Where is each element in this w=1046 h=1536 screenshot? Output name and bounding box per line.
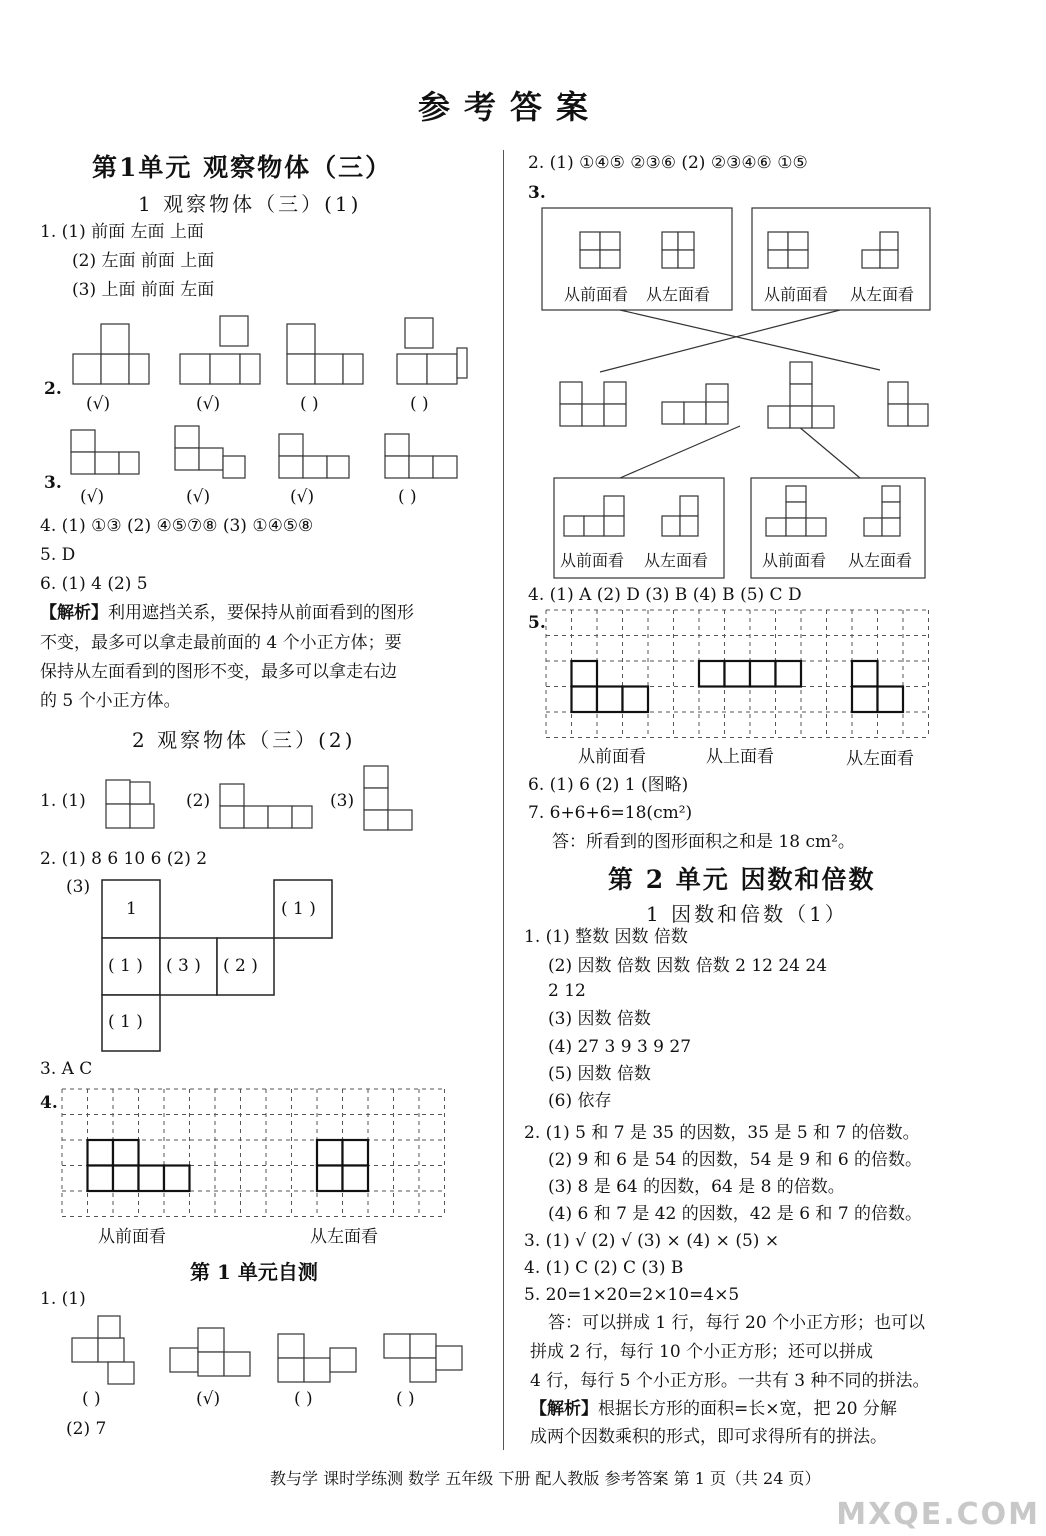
l1-q3-number: 3. [44,473,62,493]
u2-q1-2b: 2 12 [548,981,586,1001]
u2-analysis-line2: 成两个因数乘积的形式，即可求得所有的拼法。 [530,1427,887,1447]
view-grid-right [546,610,946,740]
grid-shape-cell [852,661,878,687]
grid-shape-cell [572,661,598,687]
u2-q1-1: 1. (1) 整数 因数 倍数 [524,927,688,947]
net-label-right-top: ( 1 ) [281,899,316,919]
r-q7-answer: 答：所看到的图形面积之和是 18 cm²。 [552,832,855,852]
u2-q5-ans1: 答：可以拼成 1 行，每行 20 个小正方形；也可以 [548,1313,926,1333]
grid-shape-cell [317,1166,343,1192]
view-grid-left [62,1089,462,1214]
box1-front-label: 从前面看 [564,285,629,304]
st-cube-figures [62,1310,482,1390]
st-mark-4: ( ) [396,1389,415,1409]
page-title: 参考答案 [418,88,603,126]
r-q5-number: 5. [528,613,546,633]
l2-q1-cube-figures [100,760,450,832]
st-q1: 1. (1) [40,1289,86,1309]
grid-left-side-label: 从左面看 [310,1227,378,1247]
l2-q2-part3: (3) [66,877,91,897]
l1-q3-mark-2: (√) [186,487,211,507]
u2-q2-2: (2) 9 和 6 是 54 的因数，54 是 9 和 6 的倍数。 [548,1150,923,1170]
grid-shape-cell [113,1166,139,1192]
st-q1-part2: (2) 7 [66,1419,107,1439]
column-divider [503,150,504,1450]
l2-q3: 3. A C [40,1059,93,1079]
grid-shape-cell [852,687,878,713]
u2-analysis-tag: 【解析】 [530,1399,598,1419]
u2-q1-6: (6) 依存 [548,1091,612,1111]
st-mark-3: ( ) [294,1389,313,1409]
r-q4: 4. (1) A (2) D (3) B (4) B (5) C D [528,585,802,605]
l1-q1-line3: (3) 上面 前面 左面 [72,280,215,300]
st-mark-2: (√) [196,1389,221,1409]
l1-q2-mark-4: ( ) [410,394,429,414]
l1-q2-cube-figures [65,312,465,394]
l1-q1-line2: (2) 左面 前面 上面 [72,251,215,271]
l2-q1-part1: 1. (1) [40,791,86,811]
net-label-top: 1 [126,899,137,919]
u2-lesson1-title: 1 因数和倍数（1） [646,902,848,926]
grid-shape-cell [776,661,802,687]
analysis-line2: 不变，最多可以拿走最前面的 4 个小正方体；要 [40,633,402,653]
u2-analysis-line1: 根据长方形的面积=长×宽，把 20 分解 [598,1399,897,1419]
watermark-logo: MXQE.COM [836,1497,1040,1532]
grid-shape-cell [572,687,598,713]
box3-front-label: 从前面看 [560,551,625,570]
unit2-title: 第 2 单元 因数和倍数 [608,865,876,894]
unit1-title: 第1单元 观察物体（三） [92,153,393,182]
grid-shape-cell [750,661,776,687]
l1-q2-mark-3: ( ) [300,394,319,414]
u2-q1-2: (2) 因数 倍数 因数 倍数 2 12 24 24 [548,956,828,976]
net-label-mid-1: ( 1 ) [108,956,143,976]
box3-left-label: 从左面看 [644,551,709,570]
l1-q2-mark-1: (√) [86,394,111,414]
l1-q3-mark-1: (√) [80,487,105,507]
grid-shape-cell [699,661,725,687]
analysis-tag: 【解析】 [40,603,108,623]
l1-q5: 5. D [40,545,76,565]
grid-right-side-label: 从左面看 [846,749,914,769]
st-mark-1: ( ) [82,1389,101,1409]
u2-q5-ans3: 4 行，每行 5 个小正方形。一共有 3 种不同的拼法。 [530,1371,930,1391]
grid-shape-cell [623,687,649,713]
u2-q1-5: (5) 因数 倍数 [548,1064,651,1084]
grid-shape-cell [139,1166,165,1192]
grid-shape-cell [343,1140,369,1166]
lesson1-title: 1 观察物体（三）(1) [138,192,362,216]
grid-left-front-label: 从前面看 [98,1227,166,1247]
self-test-title: 第 1 单元自测 [190,1260,318,1284]
net-label-bottom: ( 1 ) [108,1012,143,1032]
grid-shape-cell [878,687,904,713]
box1-left-label: 从左面看 [646,285,711,304]
l1-q2-mark-2: (√) [196,394,221,414]
u2-q2-4: (4) 6 和 7 是 42 的因数，42 是 6 和 7 的倍数。 [548,1204,923,1224]
u2-q1-3: (3) 因数 倍数 [548,1009,651,1029]
analysis-line1: 利用遮挡关系，要保持从前面看到的图形 [108,603,414,623]
u2-q2-1: 2. (1) 5 和 7 是 35 的因数，35 是 5 和 7 的倍数。 [524,1123,920,1143]
u2-q2-3: (3) 8 是 64 的因数，64 是 8 的倍数。 [548,1177,845,1197]
grid-shape-cell [88,1166,114,1192]
r-q3-number: 3. [528,183,546,203]
l2-q2: 2. (1) 8 6 10 6 (2) 2 [40,849,208,869]
u2-q5-ans2: 拼成 2 行，每行 10 个小正方形；还可以拼成 [530,1342,874,1362]
u2-q3: 3. (1) √ (2) √ (3) × (4) × (5) × [524,1231,780,1251]
l1-q1-line1: 1. (1) 前面 左面 上面 [40,222,204,242]
u2-q1-4: (4) 27 3 9 3 9 27 [548,1037,692,1057]
grid-shape-cell [164,1166,190,1192]
u2-q5: 5. 20=1×20=2×10=4×5 [524,1285,740,1305]
l2-q1-part2: (2) [186,791,211,811]
page-footer: 教与学 课时学练测 数学 五年级 下册 配人教版 参考答案 第 1 页（共 24 页） [270,1469,821,1488]
box2-left-label: 从左面看 [850,285,915,304]
r-q6: 6. (1) 6 (2) 1 (图略) [528,775,689,795]
net-label-mid-3: ( 2 ) [223,956,258,976]
analysis-line3: 保持从左面看到的图形不变，最多可以拿走右边 [40,662,397,682]
u2-q4: 4. (1) C (2) C (3) B [524,1258,684,1278]
l1-q3-mark-3: (√) [290,487,315,507]
r-q2: 2. (1) ①④⑤ ②③⑥ (2) ②③④⑥ ①⑤ [528,153,808,173]
l2-q4-number: 4. [40,1093,58,1113]
grid-right-front-label: 从前面看 [578,747,646,767]
grid-shape-cell [343,1166,369,1192]
grid-shape-cell [597,687,623,713]
grid-shape-cell [725,661,751,687]
lesson2-title: 2 观察物体（三）(2) [132,728,356,752]
grid-right-top-label: 从上面看 [706,747,774,767]
grid-shape-cell [113,1140,139,1166]
l1-q2-number: 2. [44,379,62,399]
l1-q4: 4. (1) ①③ (2) ④⑤⑦⑧ (3) ①④⑤⑧ [40,516,314,536]
matching-diagram [540,196,960,582]
l1-q3-mark-4: ( ) [398,487,417,507]
box2-front-label: 从前面看 [764,285,829,304]
grid-shape-cell [88,1140,114,1166]
box4-front-label: 从前面看 [762,551,827,570]
analysis-line4: 的 5 个小正方体。 [40,691,181,711]
l1-q3-cube-figures [65,420,485,486]
net-label-mid-2: ( 3 ) [166,956,201,976]
l2-q1-part3: (3) [330,791,355,811]
grid-shape-cell [317,1140,343,1166]
r-q7: 7. 6+6+6=18(cm²) [528,803,693,823]
box4-left-label: 从左面看 [848,551,913,570]
l1-q6: 6. (1) 4 (2) 5 [40,574,148,594]
